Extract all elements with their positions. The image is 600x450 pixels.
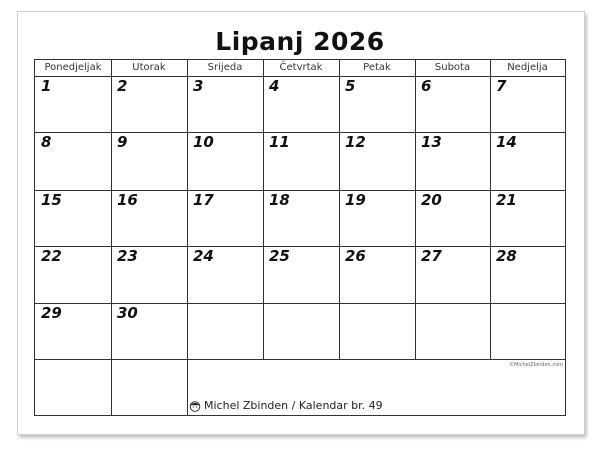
day-number[interactable]: 20 xyxy=(421,191,442,209)
day-number[interactable]: 23 xyxy=(117,247,138,265)
calendar-title: Lipanj 2026 xyxy=(215,27,385,56)
day-number[interactable]: 27 xyxy=(421,247,442,265)
column-divider xyxy=(187,60,188,415)
day-number[interactable]: 9 xyxy=(117,133,128,151)
day-number[interactable]: 3 xyxy=(193,77,204,95)
day-number[interactable]: 1 xyxy=(41,77,52,95)
calendar-grid xyxy=(34,59,566,416)
day-number[interactable]: 26 xyxy=(345,247,366,265)
column-divider xyxy=(111,60,112,415)
row-divider xyxy=(35,359,565,360)
footer-text: Michel Zbinden / Kalendar br. 49 xyxy=(204,399,383,412)
copyright-credit: ©MichelZbinden.com xyxy=(509,362,563,368)
day-number[interactable]: 28 xyxy=(496,247,517,265)
day-number[interactable]: 8 xyxy=(41,133,52,151)
day-number[interactable]: 24 xyxy=(193,247,214,265)
column-divider xyxy=(263,60,264,359)
day-number[interactable]: 22 xyxy=(41,247,62,265)
row-divider xyxy=(35,303,565,304)
day-number[interactable]: 17 xyxy=(193,191,214,209)
row-divider xyxy=(35,132,565,133)
weekday-header: Četvrtak xyxy=(279,62,323,73)
day-number[interactable]: 29 xyxy=(41,304,62,322)
day-number[interactable]: 18 xyxy=(269,191,290,209)
day-number[interactable]: 25 xyxy=(269,247,290,265)
day-number[interactable]: 11 xyxy=(269,133,290,151)
day-number[interactable]: 7 xyxy=(496,77,507,95)
weekday-header: Subota xyxy=(434,62,471,73)
row-divider xyxy=(35,246,565,247)
day-number[interactable]: 30 xyxy=(117,304,138,322)
day-number[interactable]: 16 xyxy=(117,191,138,209)
day-number[interactable]: 14 xyxy=(496,133,517,151)
column-divider xyxy=(339,60,340,359)
day-number[interactable]: 5 xyxy=(345,77,356,95)
day-number[interactable]: 15 xyxy=(41,191,62,209)
column-divider xyxy=(415,60,416,359)
calendar-footer xyxy=(188,399,383,412)
day-number[interactable]: 10 xyxy=(193,133,214,151)
day-number[interactable]: 4 xyxy=(269,77,280,95)
weekday-header: Petak xyxy=(363,62,391,73)
day-number[interactable]: 2 xyxy=(117,77,128,95)
day-number[interactable]: 21 xyxy=(496,191,517,209)
weekday-header: Ponedjeljak xyxy=(44,62,102,73)
row-divider xyxy=(35,190,565,191)
weekday-header: Nedjelja xyxy=(507,62,548,73)
weekday-header: Utorak xyxy=(132,62,166,73)
day-number[interactable]: 6 xyxy=(421,77,432,95)
column-divider xyxy=(490,60,491,359)
day-number[interactable]: 12 xyxy=(345,133,366,151)
weekday-header: Srijeda xyxy=(207,62,243,73)
day-number[interactable]: 19 xyxy=(345,191,366,209)
face-icon xyxy=(188,400,202,412)
day-number[interactable]: 13 xyxy=(421,133,442,151)
